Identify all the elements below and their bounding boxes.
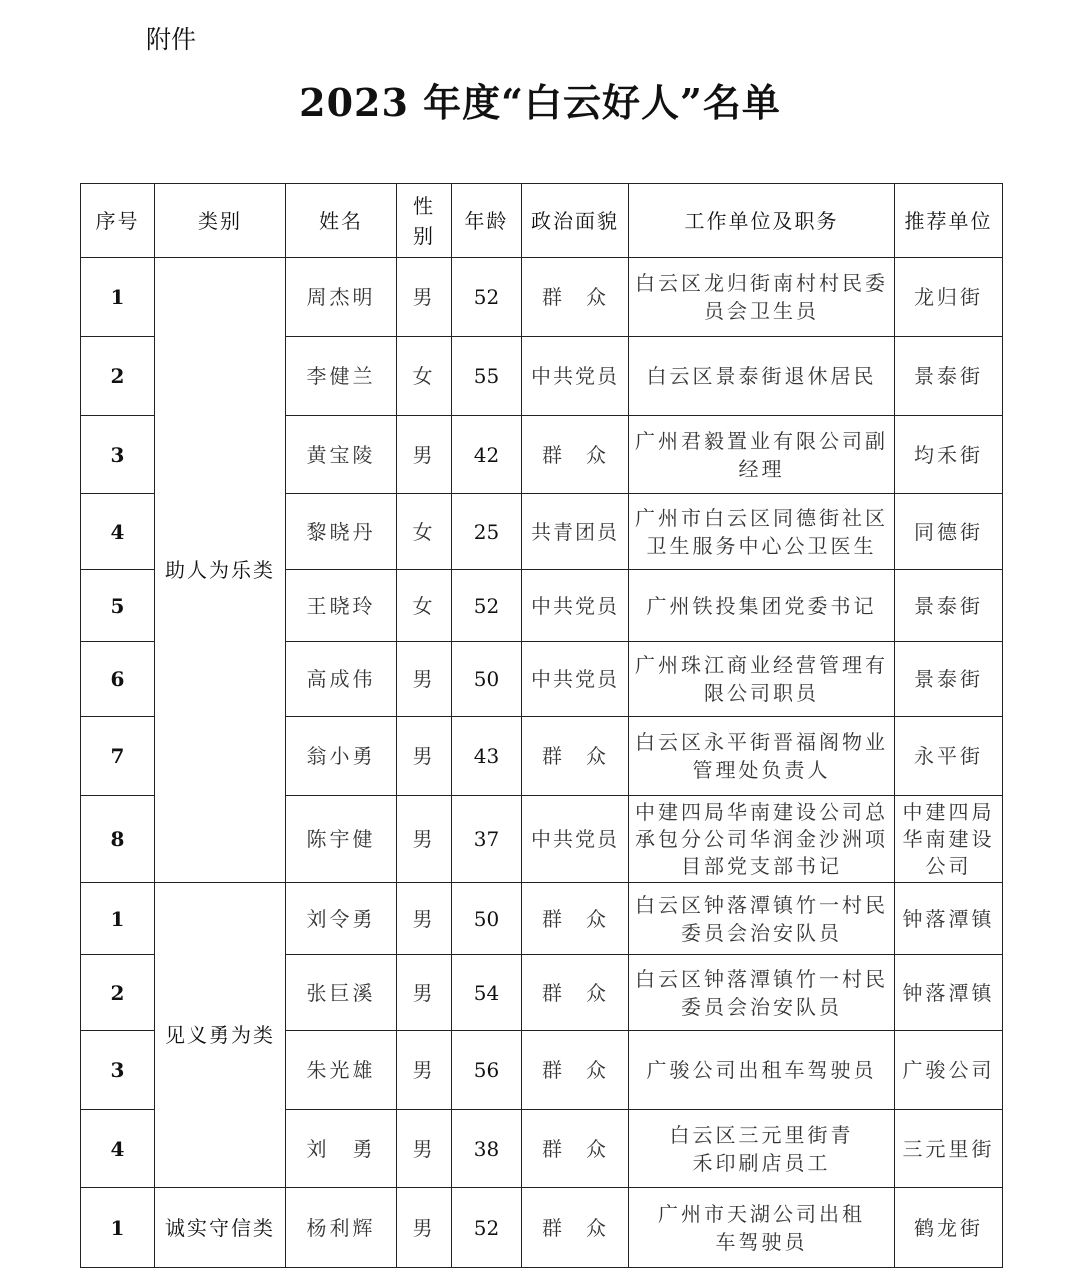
header-age: 年龄 bbox=[452, 184, 522, 258]
row-recommender: 均禾街 bbox=[895, 416, 1003, 494]
row-work: 广州珠江商业经营管理有限公司职员 bbox=[629, 642, 895, 717]
row-gender: 女 bbox=[397, 494, 452, 570]
row-no: 8 bbox=[81, 796, 155, 883]
row-name: 高成伟 bbox=[286, 642, 397, 717]
row-political: 群 众 bbox=[522, 1031, 629, 1110]
row-gender: 男 bbox=[397, 717, 452, 796]
row-name: 李健兰 bbox=[286, 337, 397, 416]
row-recommender: 三元里街 bbox=[895, 1110, 1003, 1188]
row-no: 2 bbox=[81, 955, 155, 1031]
category-cell: 助人为乐类 bbox=[155, 258, 286, 883]
row-no: 3 bbox=[81, 416, 155, 494]
row-gender: 男 bbox=[397, 258, 452, 337]
attachment-label: 附件 bbox=[146, 25, 197, 54]
row-gender: 男 bbox=[397, 1188, 452, 1268]
row-recommender: 广骏公司 bbox=[895, 1031, 1003, 1110]
row-work: 广州市天湖公司出租车驾驶员 bbox=[629, 1188, 895, 1268]
row-name: 陈宇健 bbox=[286, 796, 397, 883]
row-recommender: 景泰街 bbox=[895, 642, 1003, 717]
row-gender: 男 bbox=[397, 1031, 452, 1110]
row-name: 刘 勇 bbox=[286, 1110, 397, 1188]
row-work: 白云区钟落潭镇竹一村民委员会治安队员 bbox=[629, 883, 895, 955]
row-work: 广州市白云区同德街社区卫生服务中心公卫医生 bbox=[629, 494, 895, 570]
row-work: 白云区永平街晋福阁物业管理处负责人 bbox=[629, 717, 895, 796]
row-no: 4 bbox=[81, 494, 155, 570]
row-age: 52 bbox=[452, 1188, 522, 1268]
row-work: 广州铁投集团党委书记 bbox=[629, 570, 895, 642]
row-political: 中共党员 bbox=[522, 570, 629, 642]
row-gender: 男 bbox=[397, 883, 452, 955]
row-gender: 男 bbox=[397, 796, 452, 883]
row-age: 42 bbox=[452, 416, 522, 494]
category-cell: 诚实守信类 bbox=[155, 1188, 286, 1268]
row-recommender: 永平街 bbox=[895, 717, 1003, 796]
row-political: 群 众 bbox=[522, 717, 629, 796]
row-name: 黎晓丹 bbox=[286, 494, 397, 570]
row-recommender: 龙归街 bbox=[895, 258, 1003, 337]
row-no: 6 bbox=[81, 642, 155, 717]
row-no: 1 bbox=[81, 258, 155, 337]
table-row bbox=[81, 883, 1003, 955]
row-work: 广州君毅置业有限公司副经理 bbox=[629, 416, 895, 494]
row-name: 翁小勇 bbox=[286, 717, 397, 796]
row-age: 56 bbox=[452, 1031, 522, 1110]
row-age: 50 bbox=[452, 642, 522, 717]
row-age: 52 bbox=[452, 258, 522, 337]
row-no: 2 bbox=[81, 337, 155, 416]
row-political: 群 众 bbox=[522, 955, 629, 1031]
row-political: 中共党员 bbox=[522, 337, 629, 416]
row-gender: 男 bbox=[397, 416, 452, 494]
table-header-row bbox=[81, 184, 1003, 258]
row-no: 7 bbox=[81, 717, 155, 796]
row-work: 广骏公司出租车驾驶员 bbox=[629, 1031, 895, 1110]
row-name: 周杰明 bbox=[286, 258, 397, 337]
row-name: 杨利辉 bbox=[286, 1188, 397, 1268]
row-work: 白云区景泰街退休居民 bbox=[629, 337, 895, 416]
row-work: 白云区钟落潭镇竹一村民委员会治安队员 bbox=[629, 955, 895, 1031]
row-political: 群 众 bbox=[522, 883, 629, 955]
row-age: 43 bbox=[452, 717, 522, 796]
row-no: 3 bbox=[81, 1031, 155, 1110]
row-political: 中共党员 bbox=[522, 642, 629, 717]
row-no: 1 bbox=[81, 1188, 155, 1268]
row-political: 中共党员 bbox=[522, 796, 629, 883]
row-no: 4 bbox=[81, 1110, 155, 1188]
row-age: 38 bbox=[452, 1110, 522, 1188]
row-recommender: 钟落潭镇 bbox=[895, 955, 1003, 1031]
row-age: 37 bbox=[452, 796, 522, 883]
header-recommender: 推荐单位 bbox=[895, 184, 1003, 258]
row-no: 1 bbox=[81, 883, 155, 955]
row-recommender: 景泰街 bbox=[895, 337, 1003, 416]
page-title: 2023 年度“白云好人”名单 bbox=[299, 80, 781, 125]
table-row bbox=[81, 1188, 1003, 1268]
row-gender: 男 bbox=[397, 955, 452, 1031]
row-age: 55 bbox=[452, 337, 522, 416]
row-work: 白云区龙归街南村村民委员会卫生员 bbox=[629, 258, 895, 337]
row-gender: 女 bbox=[397, 570, 452, 642]
header-category: 类别 bbox=[155, 184, 286, 258]
row-name: 黄宝陵 bbox=[286, 416, 397, 494]
row-recommender: 中建四局华南建设公司 bbox=[895, 796, 1003, 883]
row-age: 25 bbox=[452, 494, 522, 570]
header-work: 工作单位及职务 bbox=[629, 184, 895, 258]
row-name: 王晓玲 bbox=[286, 570, 397, 642]
row-recommender: 钟落潭镇 bbox=[895, 883, 1003, 955]
row-age: 50 bbox=[452, 883, 522, 955]
row-recommender: 鹤龙街 bbox=[895, 1188, 1003, 1268]
row-name: 朱光雄 bbox=[286, 1031, 397, 1110]
row-gender: 男 bbox=[397, 642, 452, 717]
table-row bbox=[81, 258, 1003, 337]
row-gender: 男 bbox=[397, 1110, 452, 1188]
row-no: 5 bbox=[81, 570, 155, 642]
row-name: 刘令勇 bbox=[286, 883, 397, 955]
row-name: 张巨溪 bbox=[286, 955, 397, 1031]
row-recommender: 同德街 bbox=[895, 494, 1003, 570]
row-gender: 女 bbox=[397, 337, 452, 416]
row-age: 52 bbox=[452, 570, 522, 642]
category-cell: 见义勇为类 bbox=[155, 883, 286, 1188]
row-age: 54 bbox=[452, 955, 522, 1031]
row-work: 中建四局华南建设公司总承包分公司华润金沙洲项目部党支部书记 bbox=[629, 796, 895, 883]
header-name: 姓名 bbox=[286, 184, 397, 258]
row-political: 群 众 bbox=[522, 1188, 629, 1268]
header-no: 序号 bbox=[81, 184, 155, 258]
row-political: 共青团员 bbox=[522, 494, 629, 570]
header-gender: 性别 bbox=[397, 184, 452, 258]
row-political: 群 众 bbox=[522, 1110, 629, 1188]
row-political: 群 众 bbox=[522, 416, 629, 494]
row-political: 群 众 bbox=[522, 258, 629, 337]
honoree-table bbox=[80, 183, 1003, 1268]
row-recommender: 景泰街 bbox=[895, 570, 1003, 642]
header-political: 政治面貌 bbox=[522, 184, 629, 258]
row-work: 白云区三元里街青禾印刷店员工 bbox=[629, 1110, 895, 1188]
